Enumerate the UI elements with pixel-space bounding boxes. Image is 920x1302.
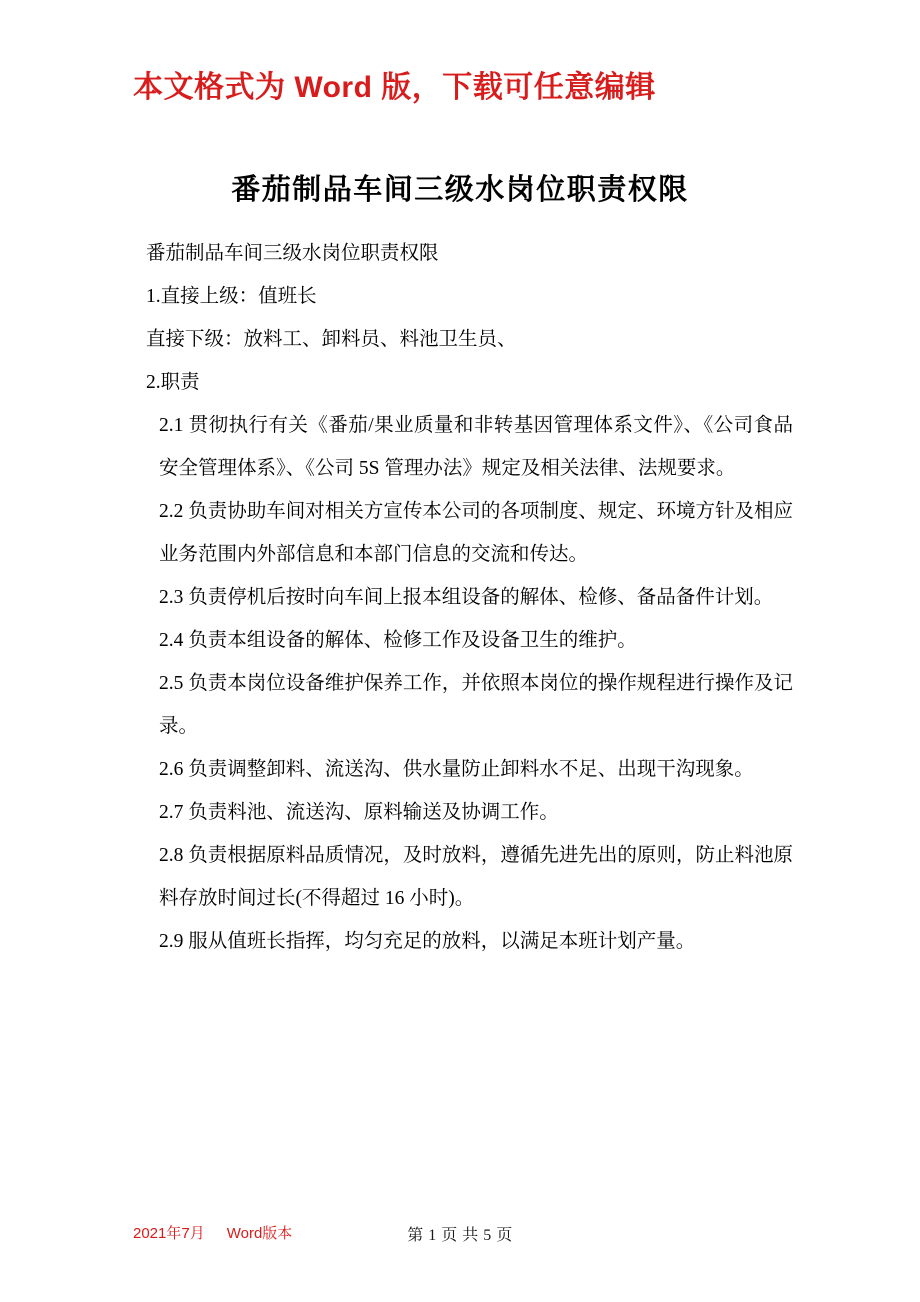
paragraph: 2.6 负责调整卸料、流送沟、供水量防止卸料水不足、出现干沟现象。 (159, 759, 754, 780)
paragraph: 番茄制品车间三级水岗位职责权限 (146, 243, 439, 264)
paragraph: 2.7 负责料池、流送沟、原料输送及协调工作。 (159, 802, 559, 823)
footer-version: Word版本 (226, 1225, 293, 1242)
footer-date: 2021年7月 (133, 1225, 205, 1242)
document-body (133, 232, 793, 963)
page-number-text: 第 1 页 共 5 页 (407, 1227, 513, 1244)
word-format-banner: 本文格式为 Word 版，下载可任意编辑 (133, 71, 656, 104)
paragraph: 2.8 负责根据原料品质情况，及时放料，遵循先进先出的原则，防止料池原料存放时间过长(不得超过 16 小时)。 (159, 845, 793, 909)
paragraph: 2.4 负责本组设备的解体、检修工作及设备卫生的维护。 (159, 630, 637, 651)
paragraph: 2.5 负责本岗位设备维护保养工作，并依照本岗位的操作规程进行操作及记录。 (159, 673, 793, 737)
page-title: 番茄制品车间三级水岗位职责权限 (231, 174, 689, 207)
paragraph: 2.职责 (146, 372, 200, 393)
page-number-footer (0, 1222, 920, 1245)
paragraph: 2.2 负责协助车间对相关方宣传本公司的各项制度、规定、环境方针及相应业务范围内外部信息和本部门信息的交流和传达。 (159, 501, 793, 565)
paragraph: 2.9 服从值班长指挥，均匀充足的放料，以满足本班计划产量。 (159, 931, 696, 952)
paragraph: 1.直接上级：值班长 (146, 286, 317, 307)
paragraph: 2.1 贯彻执行有关《番茄/果业质量和非转基因管理体系文件》、《公司食品安全管理体系》、《公司 5S 管理办法》规定及相关法律、法规要求。 (159, 415, 793, 479)
paragraph: 直接下级：放料工、卸料员、料池卫生员、 (146, 329, 517, 350)
paragraph: 2.3 负责停机后按时向车间上报本组设备的解体、检修、备品备件计划。 (159, 587, 774, 608)
